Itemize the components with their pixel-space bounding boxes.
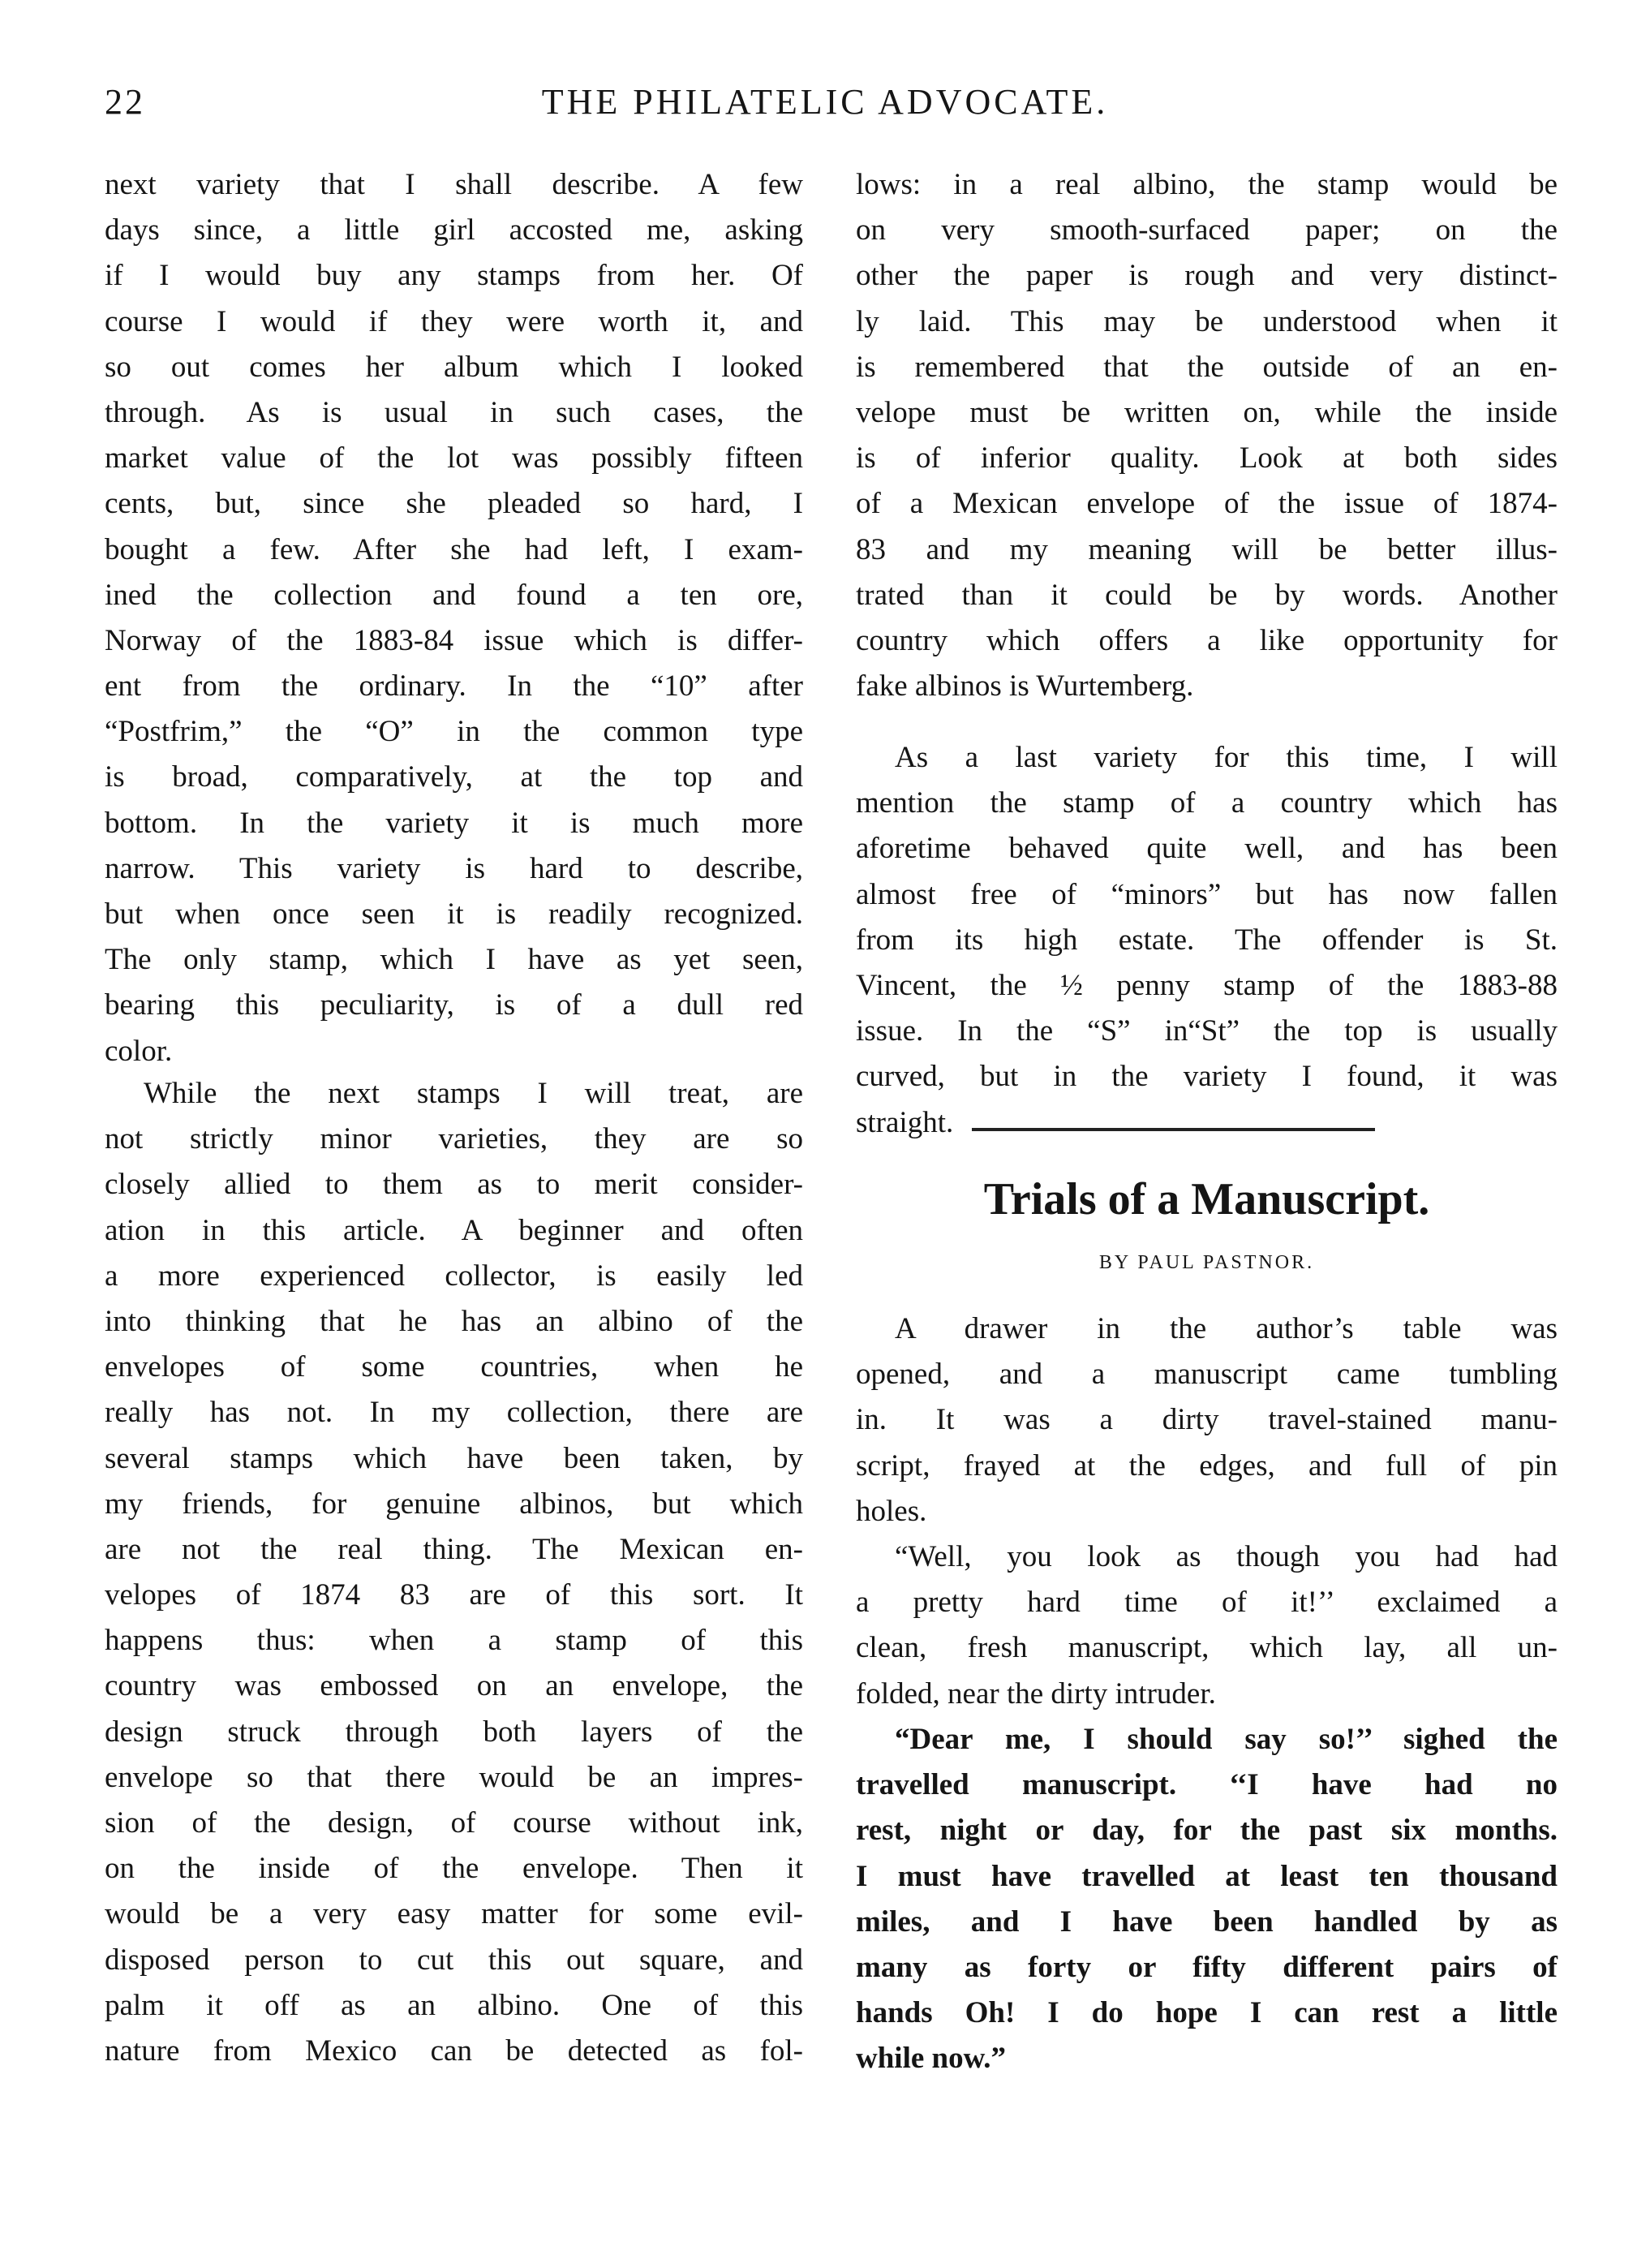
text-line: “Postfrim,” the “O” in the common type <box>105 715 803 749</box>
text-line: is broad, comparatively, at the top and <box>105 760 803 794</box>
text-line: issue. In the “S” in“St” the top is usually <box>856 1014 1558 1048</box>
text-line: design struck through both layers of the <box>105 1715 803 1749</box>
text-line: “Well, you look as though you had had <box>895 1540 1558 1573</box>
text-line: are not the real thing. The Mexican en- <box>105 1532 803 1566</box>
text-line: disposed person to cut this out square, and <box>105 1943 803 1977</box>
text-line: a more experienced collector, is easily led <box>105 1259 803 1293</box>
text-line: country which offers a like opportunity for <box>856 623 1558 657</box>
right-paragraph-1 <box>856 162 1558 709</box>
text-line: holes. <box>856 1494 927 1528</box>
text-line: a pretty hard time of it!’’ exclaimed a <box>856 1586 1558 1620</box>
text-line: envelopes of some countries, when he <box>105 1350 803 1384</box>
left-paragraph-2 <box>105 1071 803 2074</box>
text-line: into thinking that he has an albino of the <box>105 1304 803 1338</box>
running-head: THE PHILATELIC ADVOCATE. <box>541 82 1109 122</box>
text-line: many as forty or fifty different pairs of <box>856 1950 1558 1984</box>
text-line: color. <box>105 1034 173 1068</box>
text-line: straight. <box>856 1105 954 1139</box>
text-line: is remembered that the outside of an en- <box>856 350 1558 384</box>
text-line: almost free of “minors” but has now fallen <box>856 877 1558 911</box>
text-line: of a Mexican envelope of the issue of 1874- <box>856 487 1558 521</box>
text-line: ined the collection and found a ten ore, <box>105 578 803 612</box>
text-line: several stamps which have been taken, by <box>105 1441 803 1475</box>
text-line: envelope so that there would be an impres- <box>105 1760 803 1794</box>
text-line: trated than it could be by words. Another <box>856 578 1558 612</box>
text-line: on very smooth-surfaced paper; on the <box>856 213 1558 247</box>
text-line: in. It was a dirty travel-stained manu- <box>856 1403 1558 1437</box>
text-line: my friends, for genuine albinos, but which <box>105 1487 803 1521</box>
text-line: “Dear me, I should say so!’’ sighed the <box>895 1723 1558 1756</box>
text-line: The only stamp, which I have as yet seen, <box>105 943 803 977</box>
text-line: I must have travelled at least ten thousand <box>856 1859 1558 1893</box>
text-line: fake albinos is Wurtemberg. <box>856 669 1194 704</box>
text-line: sion of the design, of course without ink, <box>105 1806 803 1840</box>
text-line: velope must be written on, while the inside <box>856 395 1558 429</box>
text-line: happens thus: when a stamp of this <box>105 1624 803 1658</box>
text-line: 83 and my meaning will be better illus- <box>856 532 1558 566</box>
text-line: palm it off as an albino. One of this <box>105 1988 803 2022</box>
text-line: folded, near the dirty intruder. <box>856 1676 1216 1711</box>
text-line: other the paper is rough and very distinct- <box>856 259 1558 293</box>
text-line: while now.” <box>856 2042 1007 2076</box>
text-line: Vincent, the ½ penny stamp of the 1883-88 <box>856 968 1558 1002</box>
text-line: next variety that I shall describe. A few <box>105 168 803 201</box>
text-line: if I would buy any stamps from her. Of <box>105 259 803 293</box>
text-line: ation in this article. A beginner and often <box>105 1213 803 1247</box>
article-byline: BY PAUL PASTNOR. <box>1098 1252 1315 1273</box>
text-line: so out comes her album which I looked <box>105 350 803 384</box>
text-line: ly laid. This may be understood when it <box>856 304 1558 338</box>
text-line: mention the stamp of a country which has <box>856 786 1558 820</box>
text-line: country was embossed on an envelope, the <box>105 1669 803 1703</box>
text-line: bottom. In the variety it is much more <box>105 806 803 840</box>
text-line: script, frayed at the edges, and full of pin <box>856 1448 1558 1483</box>
text-line: aforetime behaved quite well, and has been <box>856 832 1558 866</box>
text-line: Norway of the 1883-84 issue which is differ- <box>105 623 803 657</box>
text-line: would be a very easy matter for some evil- <box>105 1897 803 1931</box>
text-line: nature from Mexico can be detected as fol- <box>105 2033 803 2068</box>
left-paragraph-1 <box>105 162 803 1074</box>
article-paragraph-3 <box>856 1717 1558 2082</box>
text-line: narrow. This variety is hard to describe, <box>105 851 803 885</box>
text-line: A drawer in the author’s table was <box>895 1312 1558 1345</box>
article-title: Trials of a Manuscript. <box>983 1174 1430 1224</box>
text-line: curved, but in the variety I found, it was <box>856 1060 1558 1094</box>
text-line: closely allied to them as to merit consider- <box>105 1168 803 1202</box>
section-divider <box>972 1128 1375 1131</box>
text-line: travelled manuscript. ‘‘I have had no <box>856 1768 1558 1802</box>
text-line: days since, a little girl accosted me, asking <box>105 213 803 247</box>
text-line: from its high estate. The offender is St. <box>856 923 1558 957</box>
text-line: hands Oh! I do hope I can rest a little <box>856 1996 1558 2030</box>
text-line: While the next stamps I will treat, are <box>144 1077 803 1110</box>
text-line: miles, and I have been handled by as <box>856 1904 1558 1939</box>
text-line: bearing this peculiarity, is of a dull red <box>105 988 803 1022</box>
text-line: course I would if they were worth it, and <box>105 304 803 338</box>
text-line: velopes of 1874 83 are of this sort. It <box>105 1578 803 1612</box>
text-line: through. As is usual in such cases, the <box>105 395 803 429</box>
article-paragraph-2 <box>856 1534 1558 1717</box>
page-number: 22 <box>105 82 145 122</box>
text-line: lows: in a real albino, the stamp would be <box>856 168 1558 201</box>
text-line: on the inside of the envelope. Then it <box>105 1852 803 1886</box>
text-line: but when once seen it is readily recognized. <box>105 897 803 931</box>
text-line: ent from the ordinary. In the “10” after <box>105 669 803 704</box>
article-paragraph-1 <box>856 1306 1558 1534</box>
text-line: market value of the lot was possibly fifteen <box>105 441 803 476</box>
text-line: cents, but, since she pleaded so hard, I <box>105 487 803 521</box>
text-line: clean, fresh manuscript, which lay, all un- <box>856 1631 1558 1665</box>
text-line: bought a few. After she had left, I exam- <box>105 532 803 566</box>
text-line: rest, night or day, for the past six months. <box>856 1814 1558 1848</box>
text-line: really has not. In my collection, there are <box>105 1396 803 1430</box>
right-paragraph-2 <box>856 737 1558 1147</box>
text-line: is of inferior quality. Look at both sides <box>856 441 1558 476</box>
text-line: not strictly minor varieties, they are so <box>105 1122 803 1156</box>
text-line: As a last variety for this time, I will <box>895 741 1558 774</box>
text-line: opened, and a manuscript came tumbling <box>856 1358 1558 1392</box>
